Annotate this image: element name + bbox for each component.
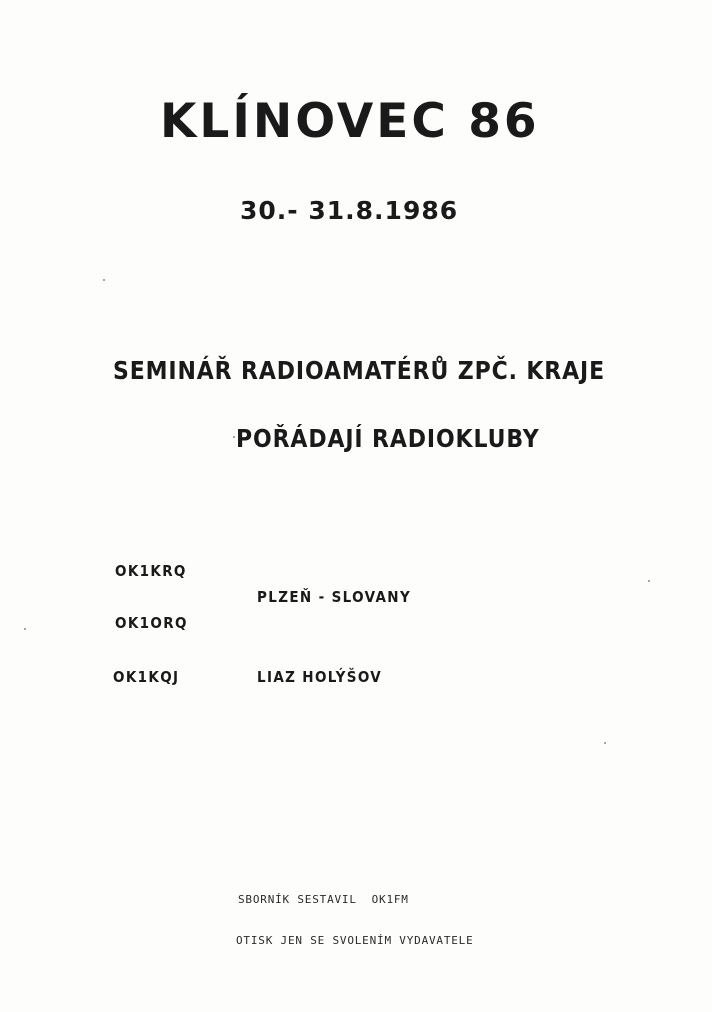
scan-speck xyxy=(103,279,105,281)
copyright-note: OTISK JEN SE SVOLENÍM VYDAVATELE xyxy=(236,934,474,947)
club-callsign: OK1ORQ xyxy=(115,614,188,632)
club-location: LIAZ HOLÝŠOV xyxy=(257,668,383,686)
document-title: KLÍNOVEC 86 xyxy=(160,94,540,149)
seminar-heading: SEMINÁŘ RADIOAMATÉRŮ ZPČ. KRAJE xyxy=(113,356,606,385)
scan-speck xyxy=(604,742,606,744)
club-callsign: OK1KQJ xyxy=(113,668,180,686)
scan-speck xyxy=(233,436,235,438)
event-date: 30.- 31.8.1986 xyxy=(240,196,459,225)
scan-speck xyxy=(24,628,26,630)
compiler-note: SBORNÍK SESTAVIL OK1FM xyxy=(238,893,409,906)
club-location: PLZEŇ - SLOVANY xyxy=(257,588,412,606)
club-callsign: OK1KRQ xyxy=(115,562,187,580)
scan-speck xyxy=(648,580,650,582)
organizers-heading: POŘÁDAJÍ RADIOKLUBY xyxy=(236,424,540,453)
